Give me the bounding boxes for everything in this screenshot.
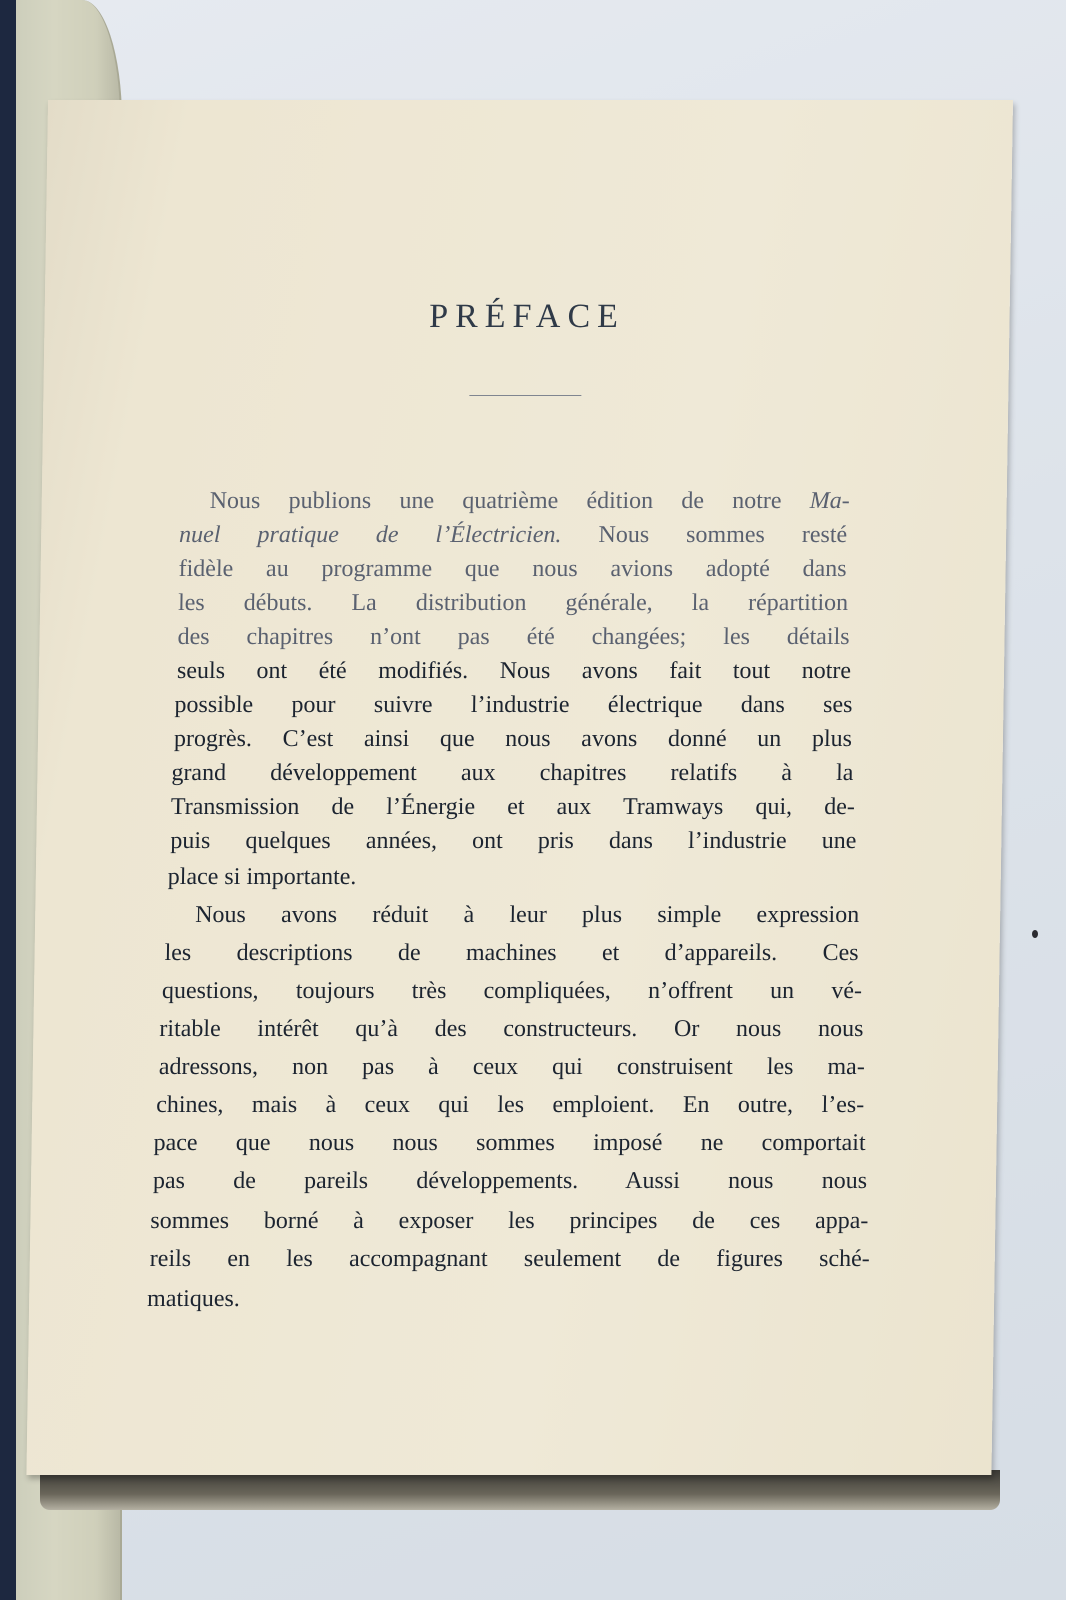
italic-text: nuel pratique de l’Électricien. [178, 522, 562, 548]
paragraph-1-line-9: grand développement aux chapitres relatifs à la [171, 760, 854, 786]
paragraph-1-line-6: seuls ont été modifiés. Nous avons fait tout notre [176, 658, 852, 684]
paragraph-1-line-4: les débuts. La distribution générale, la répartition [177, 590, 849, 616]
ink-spot [1032, 930, 1038, 938]
paragraph-1-line-1 [209, 484, 850, 518]
paragraph-2-line-7: pace que nous nous sommes imposé ne comportait [153, 1130, 866, 1156]
book-bottom-edge [40, 1470, 1000, 1510]
paragraph-2-line-5: adressons, non pas à ceux qui construisent les ma- [158, 1054, 866, 1080]
paragraph-1-line-2 [179, 518, 848, 552]
paragraph-2-line-1: Nous avons réduit à leur plus simple expression [194, 902, 860, 928]
book-page [26, 100, 1013, 1475]
paragraph-1-line-3: fidèle au programme que nous avions adopté dans [178, 556, 847, 582]
page-title: PRÉFACE [428, 298, 626, 335]
paragraph-2-line-2: les descriptions de machines et d’appareils. Ces [164, 940, 859, 966]
paragraph-2-line-3: questions, toujours très compliquées, n’offrent un vé- [161, 978, 863, 1004]
italic-text: Ma- [809, 488, 850, 514]
paragraph-2-line-9: sommes borné à exposer les principes de ces appa- [150, 1208, 869, 1234]
paragraph-2-line-4: ritable intérêt qu’à des constructeurs. Or nous nous [159, 1016, 864, 1042]
paragraph-2-line-10: reils en les accompagnant seulement de figures sché- [149, 1246, 870, 1272]
paragraph-1-line-5: des chapitres n’ont pas été changées; les détails [177, 624, 850, 650]
text-span: Nous sommes resté [598, 522, 848, 548]
paragraph-1-line-11: puis quelques années, ont pris dans l’industrie une [170, 828, 857, 854]
paragraph-2-line-6: chines, mais à ceux qui les emploient. En outre, l’es- [156, 1092, 865, 1118]
text-span: Nous publions une quatrième édition de notre [209, 488, 782, 514]
book-cover-edge [0, 0, 16, 1600]
paragraph-1-line-10: Transmission de l’Énergie et aux Tramways qui, de- [170, 794, 856, 820]
paragraph-1-line-8: progrès. C’est ainsi que nous avons donné un plus [173, 726, 853, 752]
paragraph-2-line-11: matiques. [146, 1286, 241, 1312]
paragraph-1-line-12: place si importante. [167, 864, 357, 890]
paragraph-2-line-8: pas de pareils développements. Aussi nous nous [152, 1168, 868, 1194]
title-divider [469, 395, 581, 396]
paragraph-1-line-7: possible pour suivre l’industrie électrique dans ses [174, 692, 853, 718]
